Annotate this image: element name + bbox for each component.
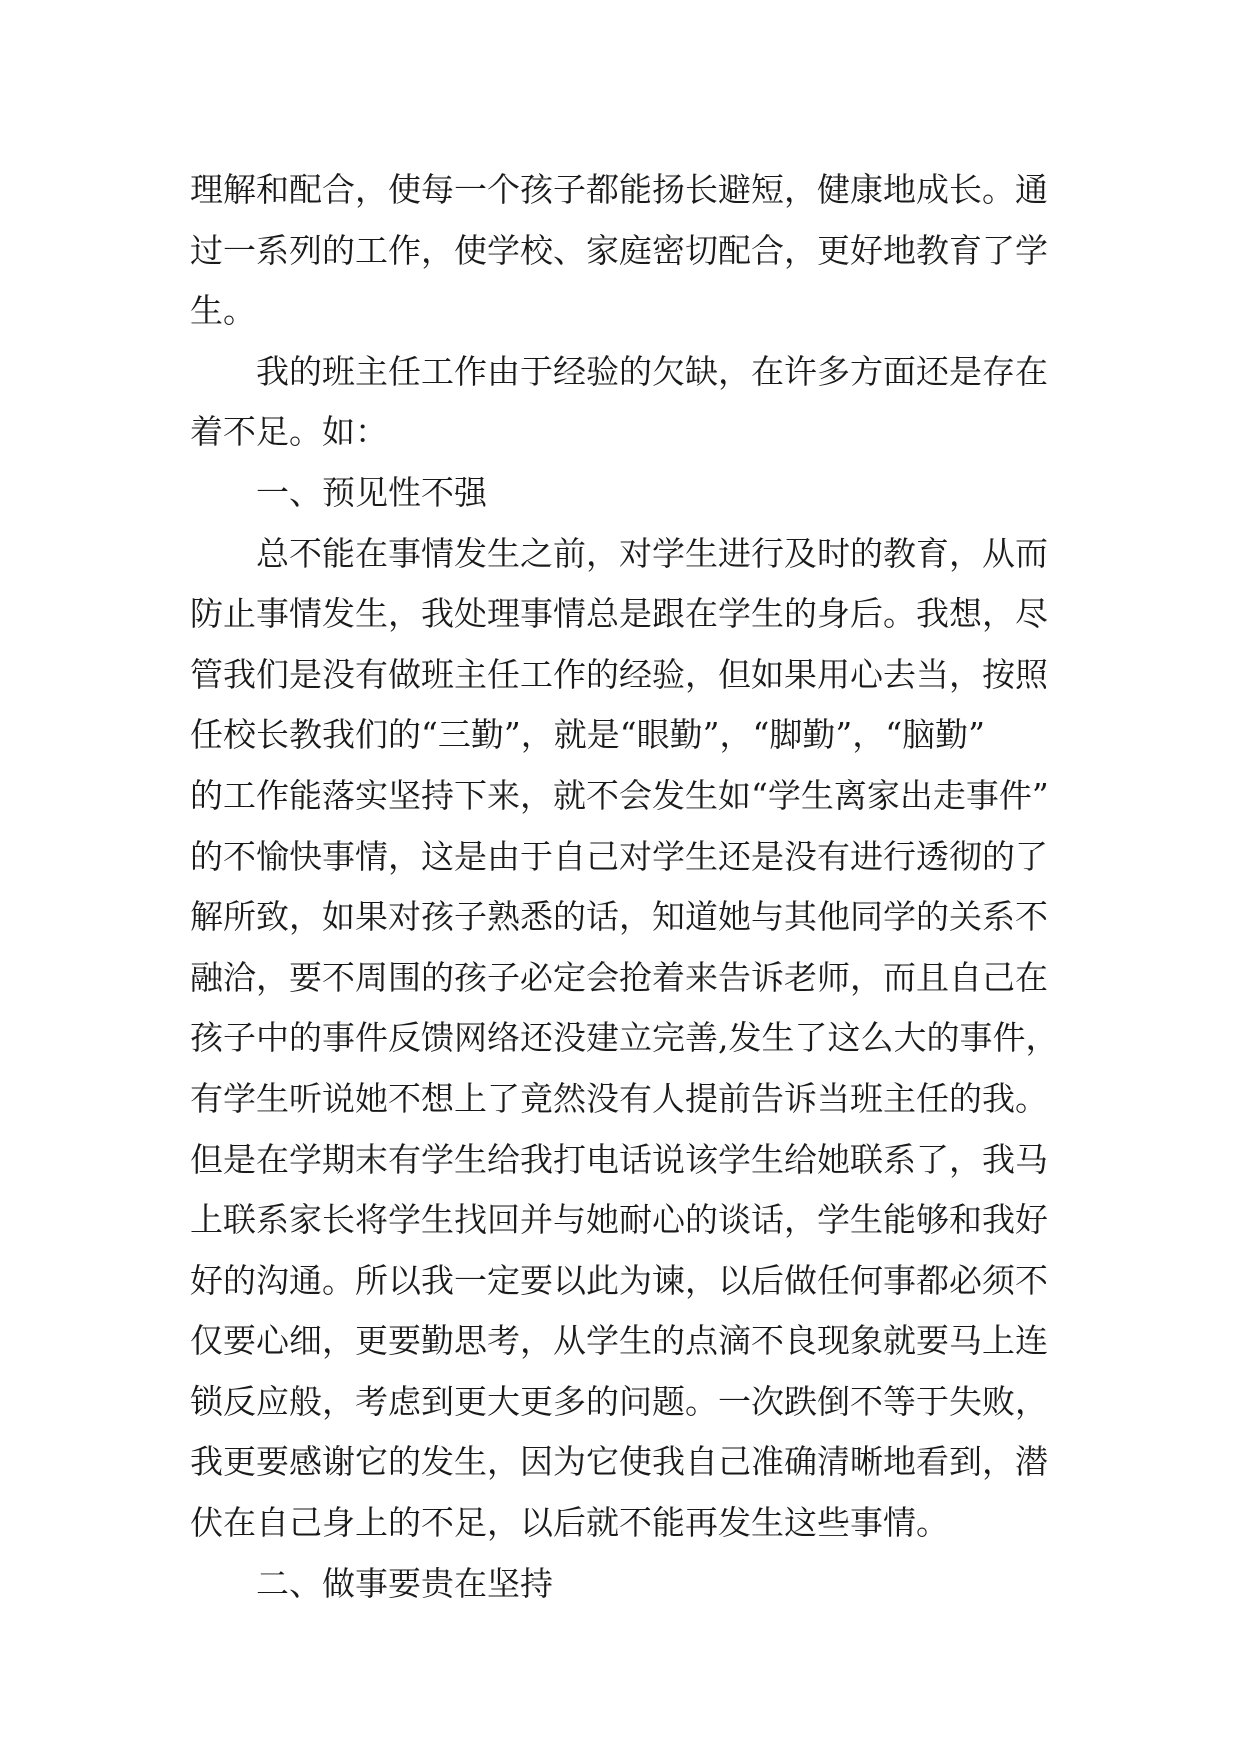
text-line: 管我们是没有做班主任工作的经验，但如果用心去当，按照	[190, 654, 1048, 694]
text-line: 过一系列的工作，使学校、家庭密切配合，更好地教育了学	[190, 230, 1048, 270]
text-line: 仅要心细，更要勤思考，从学生的点滴不良现象就要马上连	[190, 1321, 1048, 1361]
text-line: 伏在自己身上的不足，以后就不能再发生这些事情。	[190, 1503, 949, 1543]
text-line: 解所致，如果对孩子熟悉的话，知道她与其他同学的关系不	[190, 897, 1048, 937]
text-line: 生。	[190, 291, 256, 331]
text-line: 理解和配合，使每一个孩子都能扬长避短，健康地成长。通	[190, 170, 1048, 209]
text-line: 好的沟通。所以我一定要以此为谏，以后做任何事都必须不	[190, 1260, 1048, 1300]
section-heading-1: 一、预见性不强	[256, 472, 487, 512]
document-body	[190, 160, 1070, 1614]
paragraph-start-line: 我的班主任工作由于经验的欠缺，在许多方面还是存在	[256, 351, 1048, 391]
paragraph-start-line: 总不能在事情发生之前，对学生进行及时的教育，从而	[256, 533, 1048, 573]
text-line: 任校长教我们的“三勤”，就是“眼勤”，“脚勤”，“脑勤”	[190, 715, 985, 755]
text-line: 有学生听说她不想上了竟然没有人提前告诉当班主任的我。	[190, 1078, 1048, 1118]
text-line: 但是在学期末有学生给我打电话说该学生给她联系了，我马	[190, 1139, 1048, 1179]
section-heading-2: 二、做事要贵在坚持	[256, 1563, 553, 1603]
text-line: 融洽，要不周围的孩子必定会抢着来告诉老师，而且自己在	[190, 957, 1048, 997]
text-line: 的不愉快事情，这是由于自己对学生还是没有进行透彻的了	[190, 836, 1048, 876]
text-line: 的工作能落实坚持下来，就不会发生如“学生离家出走事件”	[190, 775, 1049, 815]
text-line: 上联系家长将学生找回并与她耐心的谈话，学生能够和我好	[190, 1200, 1048, 1240]
text-line: 我更要感谢它的发生，因为它使我自己准确清晰地看到，潜	[190, 1442, 1048, 1482]
text-line: 着不足。如：	[190, 412, 388, 452]
text-line: 防止事情发生，我处理事情总是跟在学生的身后。我想，尽	[190, 594, 1048, 634]
text-line: 孩子中的事件反馈网络还没建立完善,发生了这么大的事件，	[190, 1018, 1059, 1058]
text-line: 锁反应般，考虑到更大更多的问题。一次跌倒不等于失败，	[190, 1381, 1048, 1421]
